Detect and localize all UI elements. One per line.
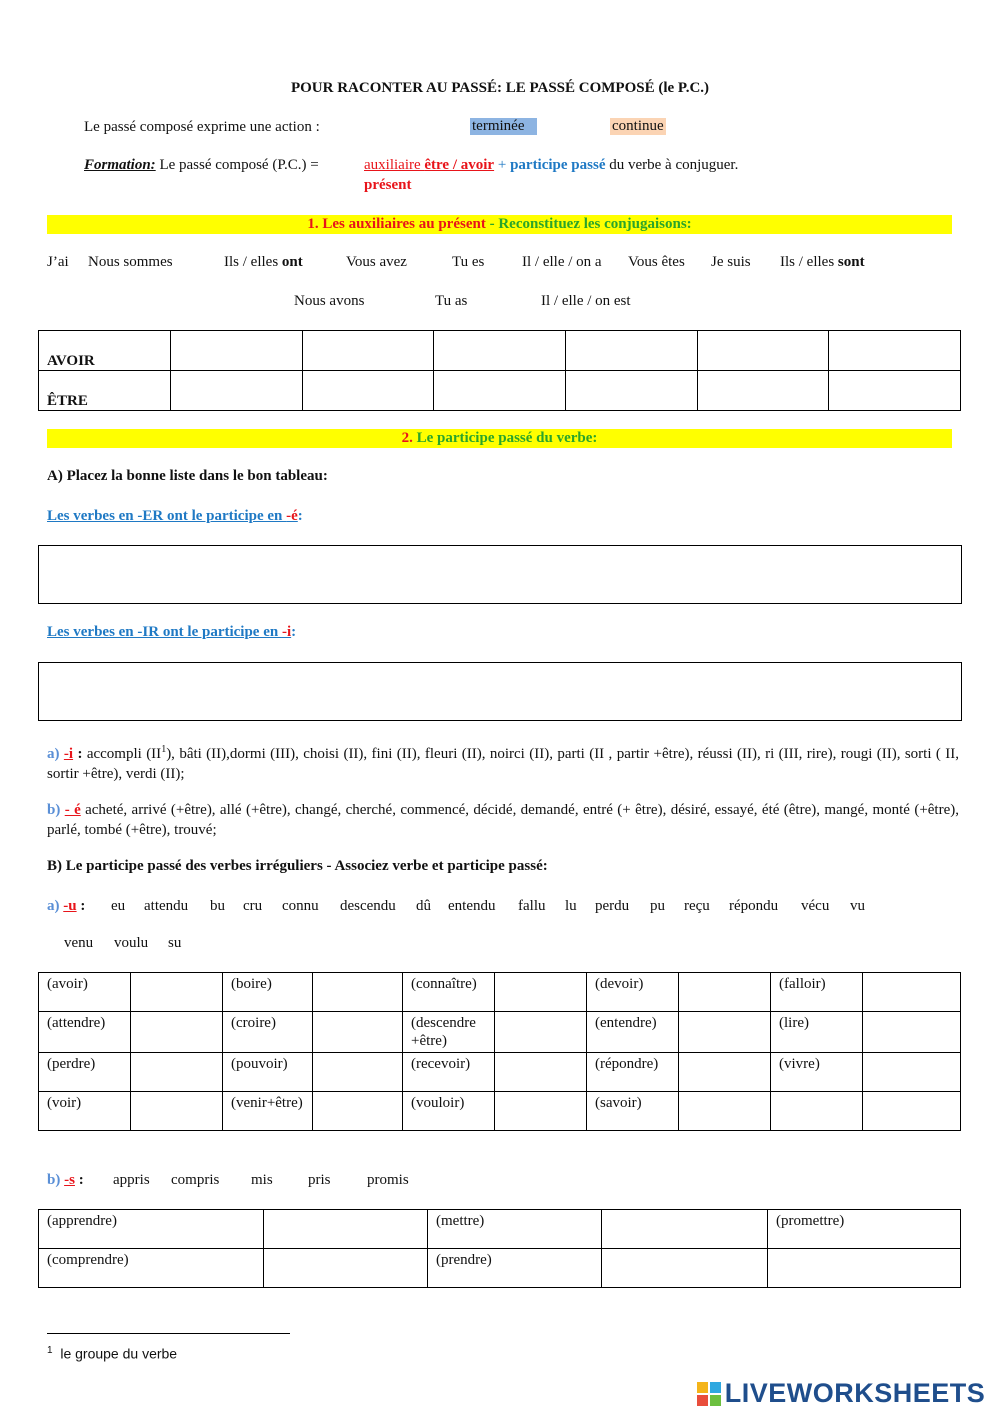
answer-drop-cell[interactable]: [495, 1092, 587, 1131]
section1-number: 1.: [307, 216, 319, 232]
footnote-ref: 1: [161, 744, 167, 755]
verb-label-cell: (pouvoir): [223, 1053, 313, 1092]
word-mis[interactable]: mis: [251, 1172, 273, 1188]
s-label: b) -s :: [47, 1172, 84, 1188]
word-appris[interactable]: appris: [113, 1172, 150, 1188]
table-row: [39, 1012, 961, 1053]
list-e-text: acheté, arrivé (+être), allé (+être), changé, cherché, commencé, décidé, demandé, entré (+ être), désiré, essayé, été (être), mangé, monté (+être), parlé, tombé (+être), trouvé;: [47, 802, 959, 838]
word-ils-sont-label: Ils / elles: [780, 254, 838, 270]
verb-label-cell: (venir+être): [223, 1092, 313, 1131]
ir-colon: :: [291, 624, 297, 640]
section2-number: 2.: [401, 430, 413, 446]
word-eu[interactable]: eu: [111, 898, 126, 914]
footnote-divider: [47, 1333, 290, 1334]
table-row: [39, 1053, 961, 1092]
word-vous-avez[interactable]: Vous avez: [346, 254, 407, 270]
s-prefix: b): [47, 1172, 61, 1188]
verb-label-cell: (devoir): [587, 973, 679, 1012]
ir-label: [47, 624, 296, 641]
answer-drop-cell[interactable]: [602, 1249, 768, 1288]
list-i[interactable]: a) -i : accompli $(II^1)$, bâti (II),dormi (III), choisi (II), fini (II), fleuri (II), noirci (II), parti (II , partir +être), réussi (II), ri (III, rire), rougi (II), sorti ( II, sortir +être), verdi (II);: [47, 744, 960, 782]
word-il-a[interactable]: Il / elle / on a: [522, 254, 602, 270]
empty-cell: [771, 1092, 863, 1131]
answer-drop-cell[interactable]: [131, 1053, 223, 1092]
verb-label-cell: (boire): [223, 973, 313, 1012]
answer-drop-cell[interactable]: [495, 1012, 587, 1053]
word-nous-sommes[interactable]: Nous sommes: [88, 254, 173, 270]
formation-aux-prefix: auxiliaire: [364, 157, 425, 173]
answer-drop-cell[interactable]: [264, 1210, 428, 1249]
u-table: [38, 972, 961, 1131]
word-il-est[interactable]: Il / elle / on est: [541, 293, 631, 309]
drop-cell[interactable]: [697, 371, 829, 411]
ir-drop-box[interactable]: [38, 662, 962, 721]
word-vous-etes[interactable]: Vous êtes: [628, 254, 685, 270]
ir-label-text: Les verbes en -IR ont le participe en: [47, 624, 282, 640]
answer-drop-cell[interactable]: [313, 1012, 403, 1053]
answer-drop-cell[interactable]: [313, 1092, 403, 1131]
word-repondu[interactable]: répondu: [729, 898, 779, 914]
formation-line: [84, 157, 319, 174]
verb-label-cell: (comprendre): [39, 1249, 264, 1288]
word-ils-ont-verb: ont: [281, 254, 303, 270]
answer-drop-cell[interactable]: [313, 973, 403, 1012]
word-pu[interactable]: pu: [650, 898, 665, 914]
footnote-number: 1: [47, 1345, 53, 1356]
section1-dash: -: [485, 216, 499, 232]
answer-drop-cell[interactable]: [863, 1092, 961, 1131]
verb-label-cell: (recevoir): [403, 1053, 495, 1092]
empty-cell: [768, 1249, 961, 1288]
er-ending: -é: [286, 508, 298, 524]
word-descendu[interactable]: descendu: [340, 898, 396, 914]
word-venu[interactable]: venu: [64, 935, 94, 951]
formation-suffix: du verbe à conjuguer.: [609, 157, 739, 173]
answer-drop-cell[interactable]: [602, 1210, 768, 1249]
verb-label-cell: (voir): [39, 1092, 131, 1131]
answer-drop-cell[interactable]: [264, 1249, 428, 1288]
table-row: [39, 1092, 961, 1131]
verb-label-cell: (lire): [771, 1012, 863, 1053]
verb-label-cell: (connaître): [403, 973, 495, 1012]
verb-label-cell: (vivre): [771, 1053, 863, 1092]
list-i-prefix: a): [47, 746, 64, 762]
intro-label: Le passé composé exprime une action :: [84, 119, 320, 135]
word-su[interactable]: su: [168, 935, 182, 951]
formation-label: Formation:: [84, 157, 156, 173]
word-recu[interactable]: reçu: [684, 898, 710, 914]
section1-title-green: Reconstituez les conjugaisons:: [498, 216, 692, 232]
option-continue[interactable]: continue: [612, 118, 664, 134]
er-label-text: Les verbes en -ER ont le participe en: [47, 508, 287, 524]
list-i-text2: ), bâti (II),dormi (III), choisi (II), fini (II), fleuri (II), noirci (II), parti (II , partir +être), réussi (II), ri (III, rire), rougi (II), sorti ( II, sortir +être), verdi (II);: [47, 746, 960, 782]
word-pris[interactable]: pris: [308, 1172, 331, 1188]
word-jai[interactable]: J’ai: [47, 254, 69, 270]
word-du[interactable]: dû: [416, 898, 431, 914]
word-ils-sont[interactable]: [780, 254, 865, 271]
answer-drop-cell[interactable]: [495, 973, 587, 1012]
drop-cell[interactable]: [302, 331, 434, 371]
section1-header: [47, 215, 952, 234]
s-ending: -s: [64, 1172, 75, 1188]
verb-label-cell: (entendre): [587, 1012, 679, 1053]
answer-drop-cell[interactable]: [313, 1053, 403, 1092]
word-connu[interactable]: connu: [282, 898, 319, 914]
verb-label-cell: (descendre +être): [403, 1012, 495, 1053]
verb-label-cell: (mettre): [428, 1210, 602, 1249]
list-e-ending: - é: [64, 802, 81, 818]
drop-cell[interactable]: [171, 331, 303, 371]
table-row: [39, 973, 961, 1012]
word-perdu[interactable]: perdu: [595, 898, 630, 914]
list-e[interactable]: [47, 800, 959, 840]
answer-drop-cell[interactable]: [495, 1053, 587, 1092]
u-ending: -u: [63, 898, 77, 914]
word-ils-sont-verb: sont: [837, 254, 865, 270]
ir-ending: -i: [281, 624, 292, 640]
verb-label-cell: (prendre): [428, 1249, 602, 1288]
formation-formula: [364, 157, 738, 174]
answer-drop-cell[interactable]: [131, 1092, 223, 1131]
footnote-text: le groupe du verbe: [60, 1345, 178, 1362]
word-vu[interactable]: vu: [850, 898, 865, 914]
verb-label-cell: (perdre): [39, 1053, 131, 1092]
section2-header: [47, 429, 952, 448]
formation-aux-verbs: être / avoir: [424, 157, 495, 173]
drop-cell[interactable]: [697, 331, 829, 371]
s-table: [38, 1209, 961, 1288]
part-a-heading: A) Placez la bonne liste dans le bon tableau:: [47, 468, 328, 484]
page-title: POUR RACONTER AU PASSÉ: LE PASSÉ COMPOSÉ (le P.C.): [290, 80, 710, 96]
verb-label-cell: (promettre): [768, 1210, 961, 1249]
word-ils-ont-label: Ils / elles: [224, 254, 282, 270]
verb-label-cell: (savoir): [587, 1092, 679, 1131]
table-row: [39, 1210, 961, 1249]
word-cru[interactable]: cru: [243, 898, 263, 914]
word-ils-ont[interactable]: [224, 254, 303, 271]
word-je-suis[interactable]: Je suis: [711, 254, 751, 270]
drop-cell[interactable]: [829, 371, 961, 411]
drop-cell[interactable]: [434, 331, 566, 371]
row-label-etre: ÊTRE: [39, 371, 171, 411]
u-prefix: a): [47, 898, 60, 914]
section2-title: Le participe passé du verbe:: [416, 430, 598, 446]
answer-drop-cell[interactable]: [679, 1053, 771, 1092]
drop-cell[interactable]: [565, 371, 697, 411]
answer-drop-cell[interactable]: [863, 1012, 961, 1053]
part-b-heading: B) Le participe passé des verbes irréguliers - Associez verbe et participe passé:: [47, 858, 548, 874]
drop-cell[interactable]: [829, 331, 961, 371]
word-lu[interactable]: lu: [565, 898, 577, 914]
list-i-ending: -i: [63, 746, 74, 762]
table-row: [39, 331, 961, 371]
answer-drop-cell[interactable]: [863, 1053, 961, 1092]
verb-label-cell: (avoir): [39, 973, 131, 1012]
section1-title-red: Les auxiliaires au présent: [322, 216, 486, 232]
er-drop-box[interactable]: [38, 545, 962, 604]
word-fallu[interactable]: fallu: [518, 898, 546, 914]
formation-plus: +: [497, 157, 507, 173]
answer-drop-cell[interactable]: [679, 1012, 771, 1053]
list-e-prefix: b): [47, 802, 65, 818]
drop-cell[interactable]: [171, 371, 303, 411]
word-nous-avons[interactable]: Nous avons: [294, 293, 365, 309]
er-colon: :: [297, 508, 303, 524]
liveworksheets-logo-icon: [697, 1382, 721, 1406]
watermark: [697, 1378, 985, 1409]
word-vecu[interactable]: vécu: [801, 898, 830, 914]
list-i-text1: accompli (II: [82, 746, 162, 762]
verb-label-cell: (répondre): [587, 1053, 679, 1092]
table-row: [39, 1249, 961, 1288]
option-terminee[interactable]: terminée: [470, 118, 537, 135]
formation-present: présent: [364, 177, 412, 193]
row-label-avoir: AVOIR: [39, 331, 171, 371]
verb-label-cell: (vouloir): [403, 1092, 495, 1131]
drop-cell[interactable]: [565, 331, 697, 371]
word-entendu[interactable]: entendu: [448, 898, 496, 914]
answer-drop-cell[interactable]: [131, 1012, 223, 1053]
verb-label-cell: (attendre): [39, 1012, 131, 1053]
u-label: a) -u :: [47, 898, 86, 914]
answer-drop-cell[interactable]: [679, 1092, 771, 1131]
drop-cell[interactable]: [434, 371, 566, 411]
answer-drop-cell[interactable]: [863, 973, 961, 1012]
formation-participle: participe passé: [510, 157, 606, 173]
word-attendu[interactable]: attendu: [144, 898, 189, 914]
footnote: [47, 1345, 177, 1362]
formation-text: Le passé composé (P.C.) =: [159, 157, 319, 173]
auxiliary-table: [38, 330, 961, 411]
answer-drop-cell[interactable]: [131, 973, 223, 1012]
word-compris[interactable]: compris: [171, 1172, 220, 1188]
word-promis[interactable]: promis: [367, 1172, 409, 1188]
word-tu-es[interactable]: Tu es: [452, 254, 485, 270]
er-label: [47, 508, 303, 525]
word-bu[interactable]: bu: [210, 898, 225, 914]
answer-drop-cell[interactable]: [679, 973, 771, 1012]
watermark-brand: LIVEWORKSHEETS: [724, 1378, 986, 1408]
verb-label-cell: (croire): [223, 1012, 313, 1053]
verb-label-cell: (falloir): [771, 973, 863, 1012]
table-row: [39, 371, 961, 411]
word-voulu[interactable]: voulu: [114, 935, 149, 951]
verb-label-cell: (apprendre): [39, 1210, 264, 1249]
drop-cell[interactable]: [302, 371, 434, 411]
word-tu-as[interactable]: Tu as: [435, 293, 468, 309]
